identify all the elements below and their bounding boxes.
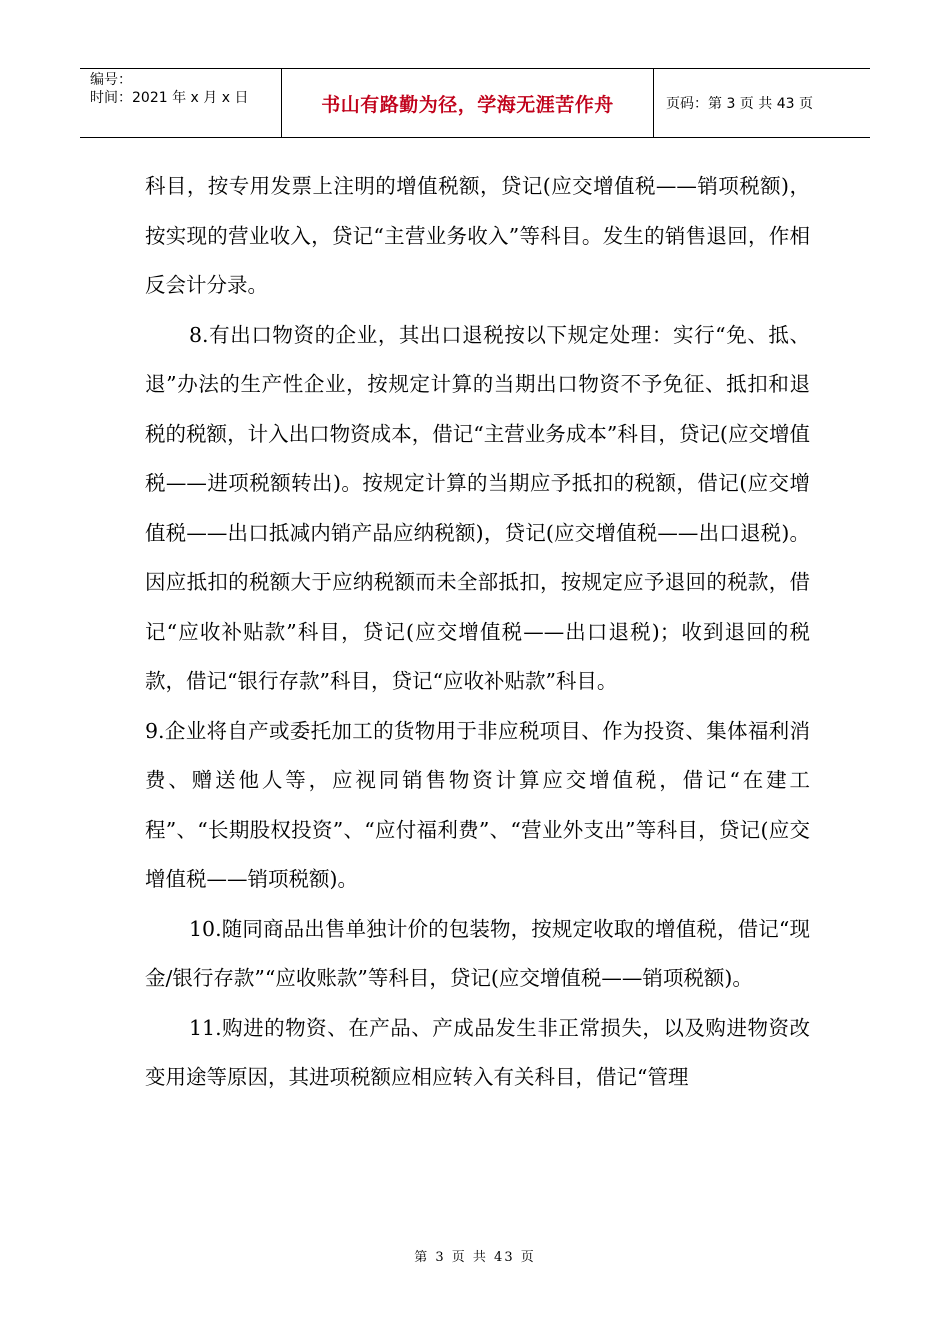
header-meta — [80, 69, 282, 137]
paragraph-item-9: 9.企业将自产或委托加工的货物用于非应税项目、作为投资、集体福利消费、赠送他人等，应视同销售物资计算应交增值税，借记“在建工程”、“长期股权投资”、“应付福利费”、“营业外支出”等科目，贷记(应交增值税——销项税额)。 — [145, 718, 810, 891]
document-date: 时间：2021 年 x 月 x 日 — [90, 90, 249, 106]
page-header — [80, 68, 870, 138]
paragraph-item-10: 10.随同商品出售单独计价的包装物，按规定收取的增值税，借记“现金/银行存款”“应收账款”等科目，贷记(应交增值税——销项税额)。 — [145, 916, 810, 990]
paragraph-item-8: 8.有出口物资的企业，其出口退税按以下规定处理：实行“免、抵、退”办法的生产性企业，按规定计算的当期出口物资不予免征、抵扣和退税的税额，计入出口物资成本，借记“主营业务成本”科目，贷记(应交增值税——进项税额转出)。按规定计算的当期应予抵扣的税额，借记(应交增值税——出口抵减内销产品应纳税额)，贷记(应交增值税——出口退税)。因应抵扣的税额大于应纳税额而未全部抵扣，按规定应予退回的税款，借记“应收补贴款”科目，贷记(应交增值税——出口退税)；收到退回的税款，借记“银行存款”科目，贷记“应收补贴款”科目。 — [145, 322, 810, 693]
header-motto-cell — [282, 69, 654, 137]
paragraph-item-11: 11.购进的物资、在产品、产成品发生非正常损失，以及购进物资改变用途等原因，其进项税额应相应转入有关科目，借记“管理 — [145, 1015, 810, 1089]
header-motto: 书山有路勤为径，学海无涯苦作舟 — [321, 93, 614, 116]
page-footer: 第 3 页 共 43 页 — [414, 1250, 536, 1265]
document-body — [145, 162, 810, 1103]
header-page-info: 页码：第 3 页 共 43 页 — [666, 96, 813, 112]
header-page-cell — [654, 69, 870, 137]
paragraph-continued: 科目，按专用发票上注明的增值税额，贷记(应交增值税——销项税额)，按实现的营业收入，贷记“主营业务收入”等科目。发生的销售退回，作相反会计分录。 — [145, 174, 810, 297]
document-number-label: 编号： — [90, 72, 132, 88]
